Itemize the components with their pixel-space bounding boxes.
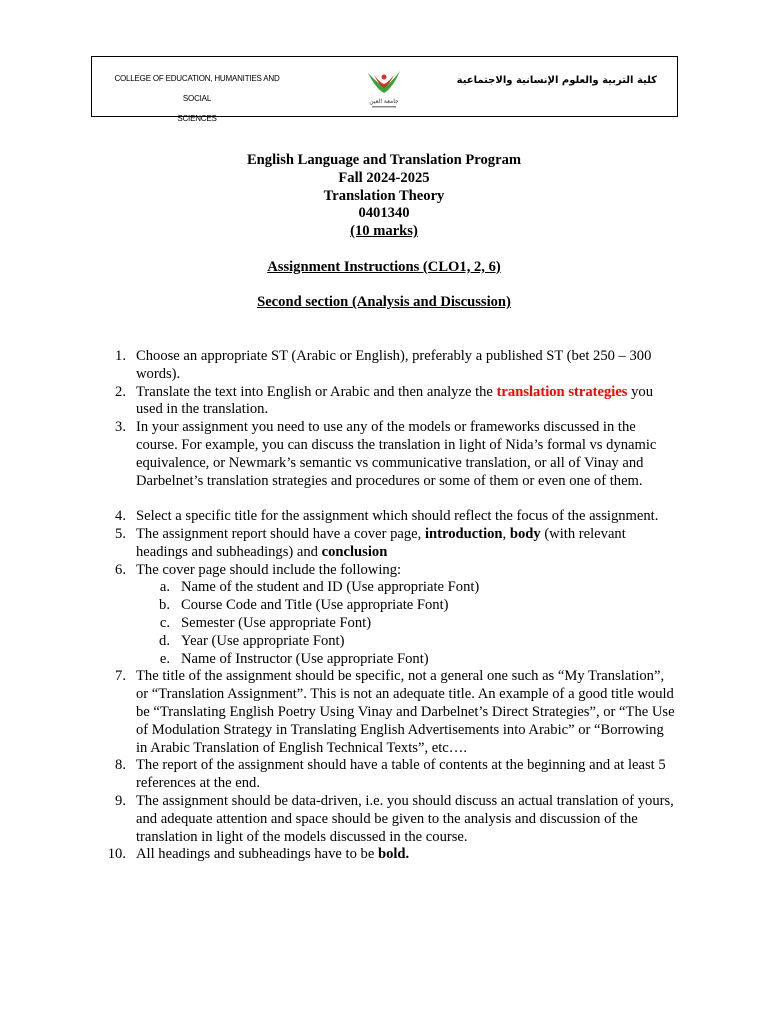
list-item (0, 348, 676, 384)
sub-list-letter: b. (159, 597, 170, 614)
list-item (0, 668, 676, 757)
program-title: English Language and Translation Program (246, 152, 522, 168)
sub-list-text: Semester (Use appropriate Font) (181, 614, 372, 631)
list-item-text: In your assignment you need to use any of the models or frameworks discussed in the course. For example, you can discuss the translation in light of Nida’s formal vs dynamic equivalence, or Newmark’s semantic vs communicative translation, or all of Vinay and Darbelnet’s translation strategies and procedures or some of them or even one of them. (136, 419, 657, 489)
term-title: Fall 2024-2025 (338, 169, 430, 186)
course-code: 0401340 (358, 205, 410, 222)
list-number: 8. (115, 757, 126, 774)
list-item (0, 384, 676, 420)
list-number: 1. (115, 348, 126, 364)
bold-term: bold. (377, 846, 410, 863)
sub-list-text: Year (Use appropriate Font) (181, 632, 345, 649)
section-title: Second section (Analysis and Discussion) (257, 294, 511, 311)
sub-list-item (0, 633, 676, 651)
list-item-text: The assignment should be data-driven, i.e. you should discuss an actual translation of yours, and adequate attention and space should be given to the analysis and discussion of the translation in light of the models discussed in the course. (136, 792, 674, 845)
bold-term: introduction (424, 525, 503, 542)
university-logo-icon (360, 63, 408, 111)
list-item-text: The assignment report should have a cover page, (136, 525, 425, 542)
list-item-text: The report of the assignment should have a table of contents at the beginning and at least 5 references at the end. (136, 757, 666, 792)
list-item (0, 846, 676, 864)
list-item-text: you used in the translation. (136, 383, 654, 418)
list-item-text: Choose an appropriate ST (Arabic or English), preferably a published ST (bet 250 – 300 words). (136, 348, 652, 382)
sub-list-letter: d. (159, 632, 170, 649)
highlighted-term: translation strategies (496, 383, 628, 400)
list-number: 10. (107, 846, 126, 863)
list-number: 5. (115, 525, 126, 542)
list-item (0, 562, 676, 580)
list-number: 9. (115, 792, 126, 809)
list-number: 4. (115, 508, 126, 525)
bold-term: conclusion (321, 543, 388, 560)
list-item-text: All headings and subheadings have to be (136, 846, 378, 863)
list-item-text: (with relevant headings and subheadings) and (136, 525, 626, 560)
list-item (0, 757, 676, 793)
instructions-list (0, 348, 768, 864)
sub-list-item (0, 615, 676, 633)
list-item-text: , (502, 525, 510, 542)
sub-list-text: Name of the student and ID (Use appropriate Font) (181, 579, 480, 596)
bold-term: body (509, 525, 541, 542)
list-number: 3. (115, 419, 126, 436)
sub-list-item (0, 597, 676, 615)
marks-title: (10 marks) (350, 223, 418, 240)
sub-list-item (0, 651, 676, 669)
list-item (0, 526, 676, 562)
instructions-title: Assignment Instructions (CLO1, 2, 6) (267, 258, 501, 275)
list-item-text: The cover page should include the following: (136, 561, 402, 578)
letterhead (91, 56, 678, 123)
list-item (0, 793, 676, 846)
list-number: 2. (115, 383, 126, 400)
sub-list-letter: a. (159, 579, 170, 596)
college-name-arabic: كلية التربية والعلوم الإنسانية والاجتماعية (456, 75, 657, 86)
sub-list-item (0, 579, 676, 597)
college-name-english-line2: SCIENCES (177, 114, 217, 123)
title-block (0, 152, 768, 312)
sub-list-text: Course Code and Title (Use appropriate Font) (181, 597, 449, 614)
list-number: 6. (115, 561, 126, 578)
list-number: 7. (115, 668, 126, 685)
logo-caption: جامعة العين (369, 98, 399, 105)
college-name-english (102, 69, 292, 129)
list-item-text: The title of the assignment should be specific, not a general one such as “My Translation”, or “Translation Assignment”. This is not an adequate title. An example of a good title would be “Translating English Poetry Using Vinay and Darbelnet’s Direct Strategies”, or “The Use of Modulation Strategy in Translating English Advertisements into Arabic” or “Borrowing in Arabic Translation of English Technical Texts”, etc…. (136, 668, 675, 756)
sub-list-letter: c. (159, 614, 170, 631)
college-name-english-line1: COLLEGE OF EDUCATION, HUMANITIES AND SOCIAL (114, 74, 280, 103)
list-item (0, 508, 676, 526)
sub-list-text: Name of Instructor (Use appropriate Font) (181, 650, 429, 667)
list-item (0, 419, 676, 490)
course-title: Translation Theory (323, 187, 445, 204)
list-item-text: Translate the text into English or Arabic and then analyze the (136, 383, 497, 400)
sub-list-letter: e. (159, 650, 170, 667)
list-item-text: Select a specific title for the assignment which should reflect the focus of the assignment. (136, 508, 659, 525)
